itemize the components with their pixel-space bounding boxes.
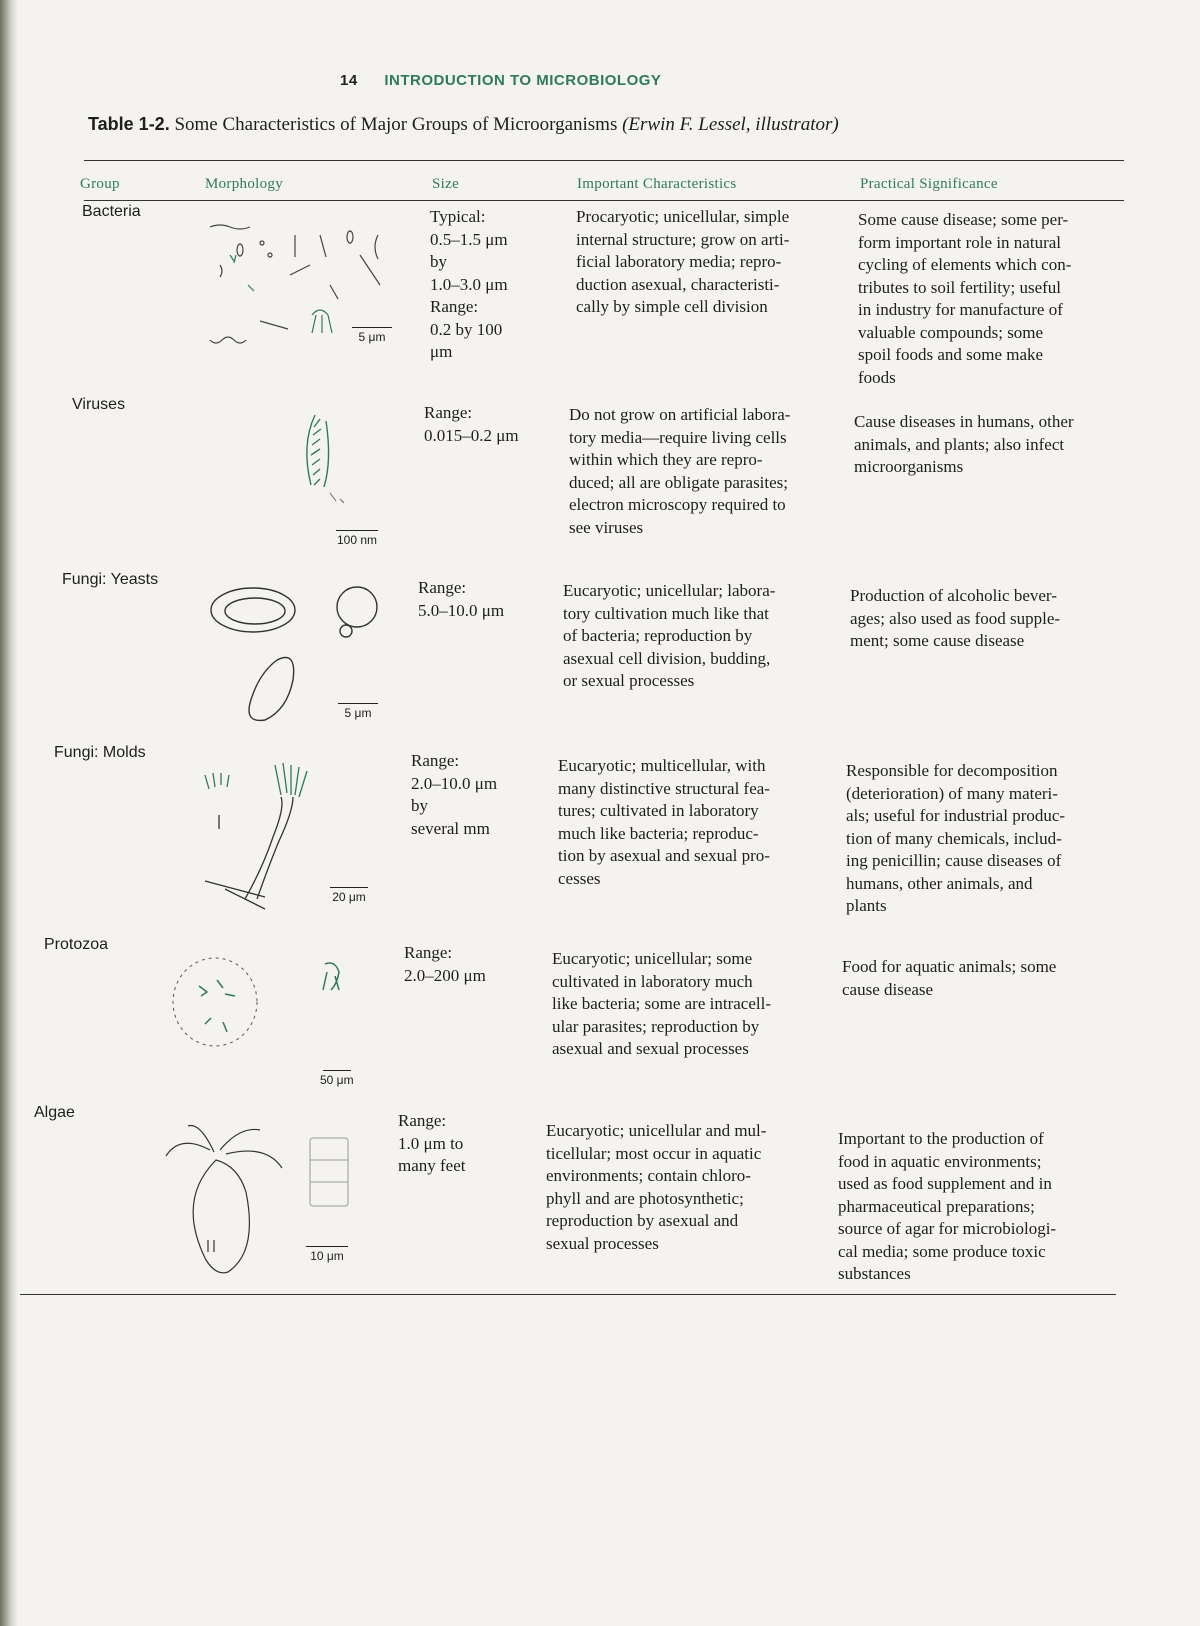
scale-bar-label: 10 μm <box>310 1249 344 1263</box>
table-label: Table 1-2. <box>88 114 170 134</box>
virus-illustration <box>290 405 360 515</box>
scale-bar-line <box>323 1070 351 1071</box>
significance-algae: Important to the production of food in aquatic environments; used as food supplement and in pharmaceutical preparations; source of agar for microbiologi- cal media; some produce toxic substances <box>838 1129 1057 1283</box>
significance-yeasts: Production of alcoholic bever- ages; also used as food supple- ment; some cause disease <box>850 586 1061 650</box>
scale-bar-line <box>338 703 378 704</box>
table-caption <box>88 114 839 136</box>
scale-bar-line <box>306 1246 348 1247</box>
group-fungi-molds: Fungi: Molds <box>54 744 146 761</box>
scale-bar-line <box>330 887 368 888</box>
scale-bar-viruses <box>336 530 378 547</box>
scale-bar-line <box>336 530 378 531</box>
group-fungi-yeasts: Fungi: Yeasts <box>62 571 159 588</box>
size-algae: Range: 1.0 μm to many feet <box>398 1111 466 1175</box>
scale-bar-protozoa <box>320 1070 354 1087</box>
characteristics-bacteria: Procaryotic; unicellular, simple internal structure; grow on arti- ficial laboratory media; repro- duction asexual, characteristi- cally by simple cell division <box>576 207 790 316</box>
size-viruses: Range: 0.015–0.2 μm <box>424 403 519 445</box>
scale-bar-molds <box>330 887 368 904</box>
column-header-group: Group <box>80 176 120 192</box>
group-algae: Algae <box>34 1104 75 1121</box>
characteristics-molds: Eucaryotic; multicellular, with many distinctive structural fea- tures; cultivated in laboratory much like bacteria; reproduc- tion by asexual and sexual pro- cesses <box>558 756 770 888</box>
scale-bar-label: 5 μm <box>344 706 372 720</box>
page-number: 14 <box>340 72 358 89</box>
characteristics-viruses: Do not grow on artificial labora- tory media—require living cells within which they are repro- duced; all are obligate parasites; electron microscopy required to see viruses <box>569 405 791 537</box>
size-bacteria: Typical: 0.5–1.5 μm by 1.0–3.0 μm Range: 0.2 by 100 μm <box>430 207 508 361</box>
scale-bar-line <box>352 327 392 328</box>
column-header-significance: Practical Significance <box>860 176 998 192</box>
scale-bar-label: 100 nm <box>336 533 378 547</box>
characteristics-algae: Eucaryotic; unicellular and mul- ticellular; most occur in aquatic environments; contain chloro- phyll and are photosynthetic; reproduction by asexual and sexual processes <box>546 1121 767 1253</box>
table-title: Some Characteristics of Major Groups of Microorganisms <box>174 114 618 135</box>
size-molds: Range: 2.0–10.0 μm by several mm <box>411 751 498 838</box>
column-header-morphology: Morphology <box>205 176 283 192</box>
column-header-characteristics: Important Characteristics <box>577 176 737 192</box>
page-header <box>340 72 661 89</box>
protozoa-illustration <box>165 950 365 1060</box>
scale-bar-bacteria <box>352 327 392 344</box>
group-viruses: Viruses <box>72 396 126 413</box>
table-bottom-rule <box>20 1294 1116 1295</box>
header-rule <box>84 200 1124 201</box>
size-protozoa: Range: 2.0–200 μm <box>404 943 486 985</box>
scale-bar-yeasts <box>338 703 378 720</box>
significance-bacteria: Some cause disease; some per- form important role in natural cycling of elements which con- tributes to soil fertility; useful in industry for manufacture of valuable compounds; some spoil foods and some make foods <box>858 210 1072 387</box>
significance-molds: Responsible for decomposition (deterioration) of many materi- als; useful for industrial produc- tion of many chemicals, includ- ing penicillin; cause diseases of humans, other animals, and plants <box>846 761 1066 915</box>
page-edge-shadow <box>0 0 18 1626</box>
illustrator-credit: (Erwin F. Lessel, illustrator) <box>622 114 839 135</box>
column-header-size: Size <box>432 176 460 192</box>
scale-bar-algae <box>306 1246 348 1263</box>
group-bacteria: Bacteria <box>82 203 141 220</box>
group-protozoa: Protozoa <box>44 936 109 953</box>
table-top-rule <box>84 160 1124 161</box>
characteristics-protozoa: Eucaryotic; unicellular; some cultivated in laboratory much like bacteria; some are intracell- ular parasites; reproduction by asexual and sexual processes <box>552 949 771 1058</box>
running-title: INTRODUCTION TO MICROBIOLOGY <box>384 72 662 89</box>
significance-viruses: Cause diseases in humans, other animals, and plants; also infect microorganisms <box>854 412 1074 476</box>
scale-bar-label: 50 μm <box>320 1073 354 1087</box>
characteristics-yeasts: Eucaryotic; unicellular; labora- tory cultivation much like that of bacteria; reproduction by asexual cell division, budding, or sexual processes <box>563 581 776 690</box>
scale-bar-label: 20 μm <box>332 890 366 904</box>
size-yeasts: Range: 5.0–10.0 μm <box>418 578 505 620</box>
significance-protozoa: Food for aquatic animals; some cause disease <box>842 957 1057 999</box>
scale-bar-label: 5 μm <box>358 330 386 344</box>
